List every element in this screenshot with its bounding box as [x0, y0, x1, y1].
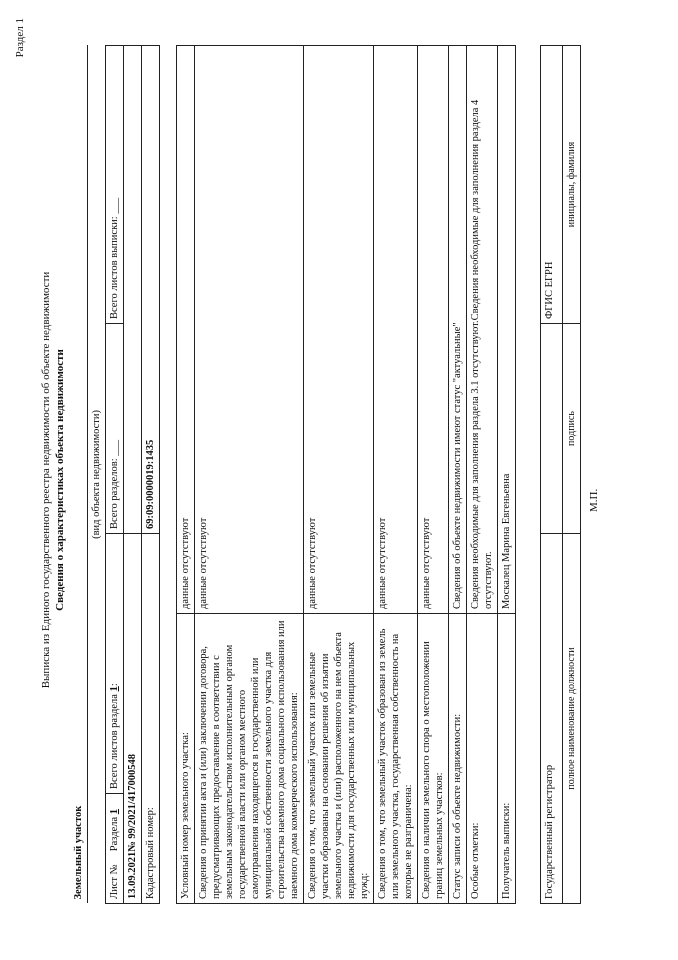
- row-value: данные отсутствуют: [304, 46, 374, 614]
- row-value: данные отсутствуют: [418, 46, 449, 614]
- characteristics-table: [176, 45, 516, 904]
- row-label: Сведения о принятии акта и (или) заключении договора, предусматривающих предоставление в соответствии с земельным законодательством исполнительным органом государственной власти или органом местного самоуправления находящегося в государственной или муниципальной собственности земельного участка для строительства наемного дома социального использования или наемного дома коммерческого использования:: [195, 614, 304, 904]
- row-label: Сведения о том, что земельный участок образован из земель или земельного участка, государственная собственность на которые не разграничена:: [374, 614, 418, 904]
- table-row: [177, 46, 195, 904]
- total-sections-label: Всего разделов:: [109, 458, 120, 529]
- document-title: Выписка из Единого государственного реестра недвижимости об объекте недвижимости: [40, 271, 52, 689]
- table-row: [374, 46, 418, 904]
- section-label: Раздела: [109, 816, 120, 852]
- section-number: 1: [109, 808, 120, 815]
- signature-table: [540, 45, 581, 904]
- document-subtitle: Сведения о характеристиках объекта недвижимости: [54, 349, 66, 611]
- row-value: Сведения об объекте недвижимости имеют статус "актуальные": [449, 46, 467, 614]
- registrar-name: ФГИС ЕГРН: [541, 46, 563, 324]
- total-sheets-label: Всего листов выписки:: [109, 216, 120, 319]
- row-value: данные отсутствуют: [195, 46, 304, 614]
- table-row: [195, 46, 304, 904]
- stamp-placeholder: М.П.: [588, 488, 600, 512]
- row-value: Сведения необходимые для заполнения раздела 3.1 отсутствуют.Сведения необходимые для заполнения раздела 4 отсутствуют.: [467, 46, 498, 614]
- object-type-hint: (вид объекта недвижимости): [88, 45, 106, 903]
- date-number-empty: [124, 45, 142, 533]
- row-label: Сведения о наличии земельного спора о местоположении границ земельных участков:: [418, 614, 449, 904]
- registrar-position: Государственный регистратор: [541, 534, 563, 904]
- cadastral-label: Кадастровый номер:: [142, 534, 160, 904]
- section-corner-label: Раздел 1: [14, 18, 26, 58]
- object-header-table: [70, 45, 160, 904]
- table-row: [498, 46, 516, 904]
- sheets-in-section-cell: Всего листов раздела 1:: [106, 534, 124, 794]
- row-value: Москалец Марина Евгеньевна: [498, 46, 516, 614]
- row-label: Сведения о том, что земельный участок или земельные участки образованы на основании решения об изъятии земельного участка и (или) расположенного на нем объекта недвижимости для государственных или муниципальных нужд:: [304, 614, 374, 904]
- row-value: данные отсутствуют: [374, 46, 418, 614]
- sheet-number-cell: [106, 794, 124, 904]
- table-row: [304, 46, 374, 904]
- sheet-label: Лист №: [109, 864, 120, 899]
- table-row: [418, 46, 449, 904]
- row-value: данные отсутствуют: [177, 46, 195, 614]
- total-sheets-cell: Всего листов выписки: ___: [106, 45, 124, 323]
- cadastral-value: 69:09:0000019:1435: [142, 45, 160, 533]
- name-caption: инициалы, фамилия: [563, 46, 581, 324]
- signature-caption: подпись: [563, 324, 581, 534]
- row-label: Статус записи об объекте недвижимости:: [449, 614, 467, 904]
- object-type: Земельный участок: [70, 45, 88, 903]
- date-number: 13.09.2021№ 99/2021/417000548: [124, 534, 142, 904]
- table-row: [449, 46, 467, 904]
- total-sections-cell: Всего разделов: ___: [106, 324, 124, 534]
- row-label: Условный номер земельного участка:: [177, 614, 195, 904]
- row-label: Особые отметки:: [467, 614, 498, 904]
- signature-field: [541, 324, 563, 534]
- sheets-in-section-value: 1: [109, 686, 120, 692]
- position-caption: полное наименование должности: [563, 534, 581, 904]
- row-label: Получатель выписки:: [498, 614, 516, 904]
- sheets-in-section-label: Всего листов раздела: [109, 694, 120, 789]
- table-row: [467, 46, 498, 904]
